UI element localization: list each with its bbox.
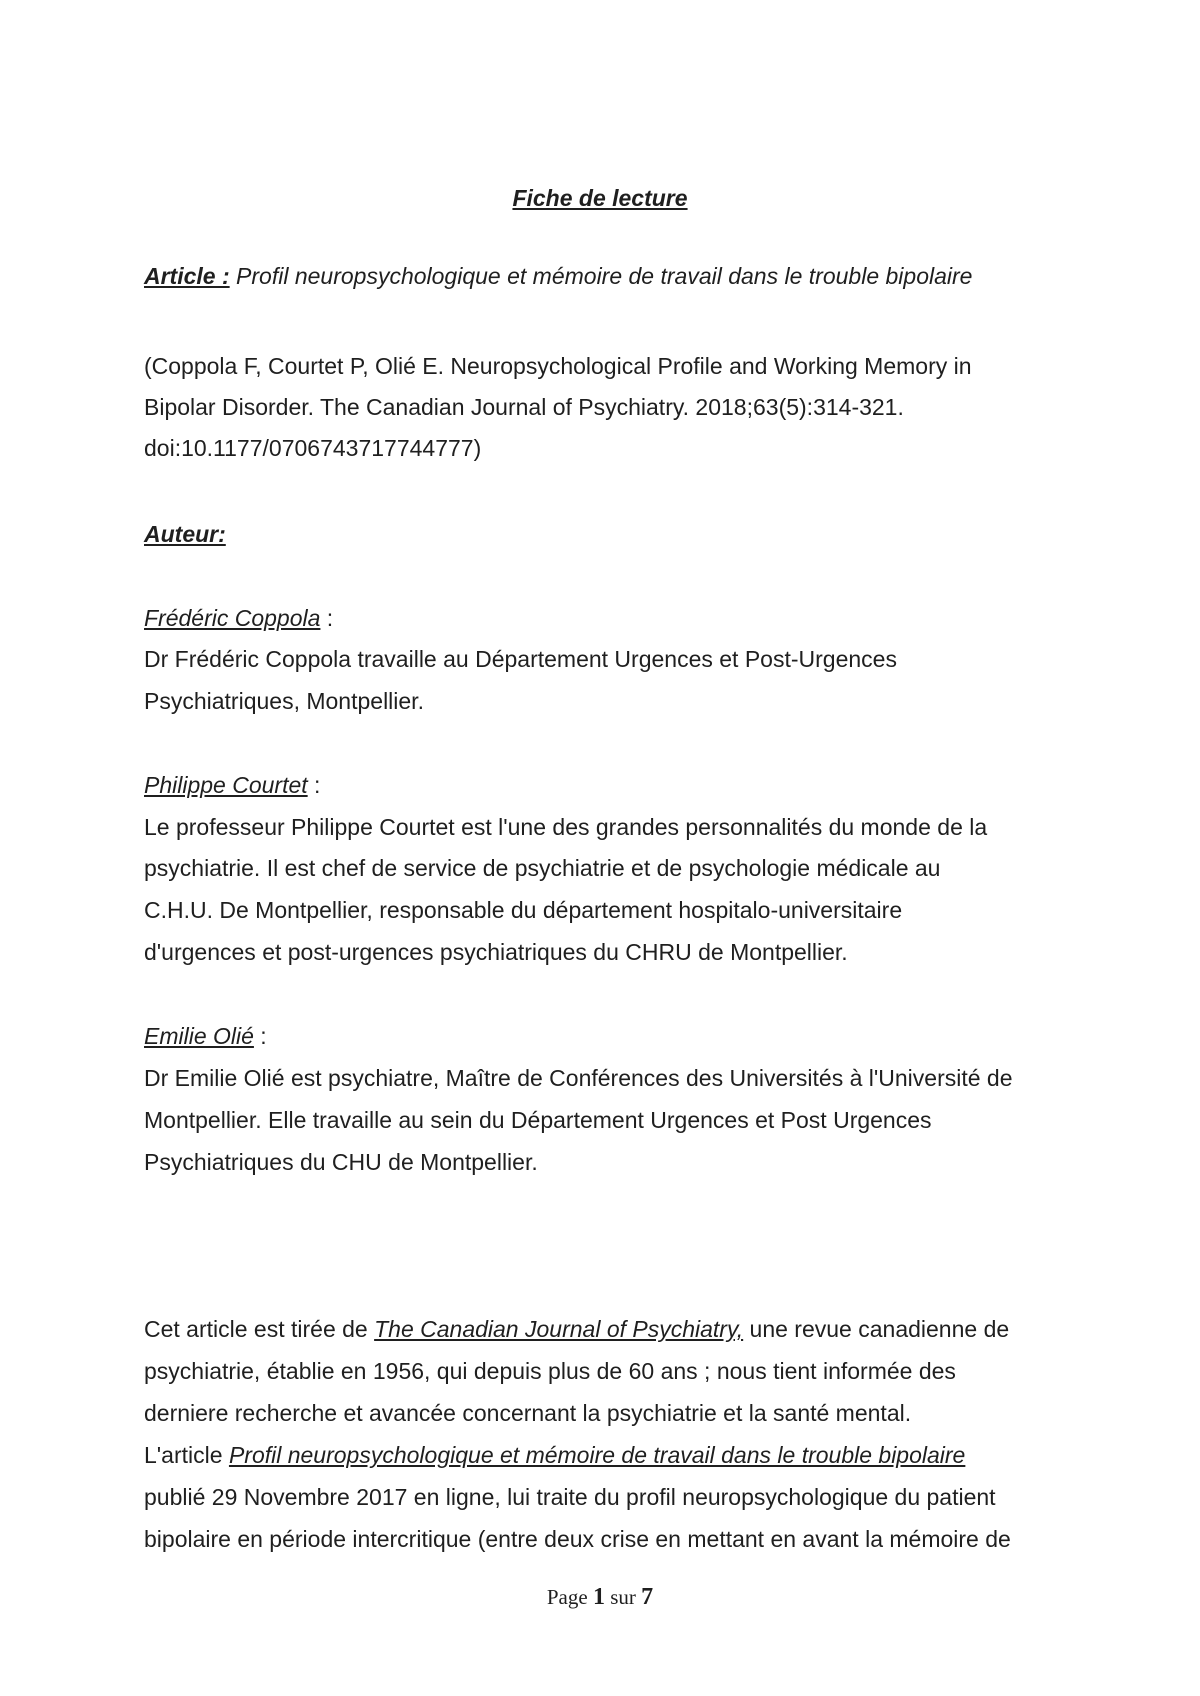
author-bio-line: Montpellier. Elle travaille au sein du Département Urgences et Post Urgences [144, 1107, 932, 1133]
body-line-5: publié 29 Novembre 2017 en ligne, lui traite du profil neuropsychologique du patient [144, 1484, 996, 1510]
body-line-4 [144, 1441, 965, 1469]
author-bio-line: Psychiatriques du CHU de Montpellier. [144, 1149, 538, 1175]
author-name: Philippe Courtet [144, 772, 308, 798]
footer-current-page: 1 [592, 1584, 605, 1610]
article-label: Article : [144, 263, 230, 289]
author-bio-line: Le professeur Philippe Courtet est l'une des grandes personnalités du monde de la [144, 814, 988, 840]
author-name-line [144, 1022, 267, 1050]
citation-line-1: (Coppola F, Courtet P, Olié E. Neuropsychological Profile and Working Memory in [144, 353, 972, 379]
author-bio-line: Psychiatriques, Montpellier. [144, 688, 424, 714]
body-line-1 [144, 1315, 1009, 1343]
author-bio-line: Dr Emilie Olié est psychiatre, Maître de Conférences des Universités à l'Université de [144, 1065, 1013, 1091]
author-name-line [144, 771, 320, 799]
author-name-line [144, 604, 333, 632]
author-sep: : [307, 772, 321, 798]
body-line-6: bipolaire en période intercritique (entre deux crise en mettant en avant la mémoire de [144, 1526, 1011, 1552]
author-name: Emilie Olié [144, 1023, 254, 1049]
article-line [144, 262, 972, 290]
page-title: Fiche de lecture [512, 185, 688, 211]
citation-line-3: doi:10.1177/0706743717744777) [144, 435, 482, 461]
journal-title: The Canadian Journal of Psychiatry, [374, 1316, 744, 1342]
article-title: Profil neuropsychologique et mémoire de travail dans le trouble bipolaire [229, 263, 973, 289]
author-bio-line: Dr Frédéric Coppola travaille au Département Urgences et Post-Urgences [144, 646, 897, 672]
page-footer [0, 1584, 1200, 1610]
author-bio-line: psychiatrie. Il est chef de service de psychiatrie et de psychologie médicale au [144, 855, 941, 881]
body-line-2: psychiatrie, établie en 1956, qui depuis plus de 60 ans ; nous tient informée des [144, 1358, 956, 1384]
auteur-label: Auteur: [144, 521, 226, 547]
body-text: une revue canadienne de [743, 1316, 1010, 1342]
citation-line-2: Bipolar Disorder. The Canadian Journal of Psychiatry. 2018;63(5):314-321. [144, 394, 904, 420]
author-sep: : [253, 1023, 267, 1049]
author-name: Frédéric Coppola [144, 605, 321, 631]
author-bio-line: C.H.U. De Montpellier, responsable du département hospitalo-universitaire [144, 897, 903, 923]
article-title-ref: Profil neuropsychologique et mémoire de travail dans le trouble bipolaire [228, 1442, 966, 1468]
footer-page-word: Page [546, 1585, 588, 1609]
body-text: L'article [144, 1442, 229, 1468]
body-line-3: derniere recherche et avancée concernant la psychiatrie et la santé mental. [144, 1400, 912, 1426]
auteur-heading [144, 520, 226, 548]
author-bio-line: d'urgences et post-urgences psychiatriques du CHRU de Montpellier. [144, 939, 848, 965]
body-text: Cet article est tirée de [144, 1316, 375, 1342]
footer-sur-word: sur [610, 1585, 636, 1609]
author-sep: : [320, 605, 334, 631]
footer-total-pages: 7 [641, 1584, 654, 1610]
